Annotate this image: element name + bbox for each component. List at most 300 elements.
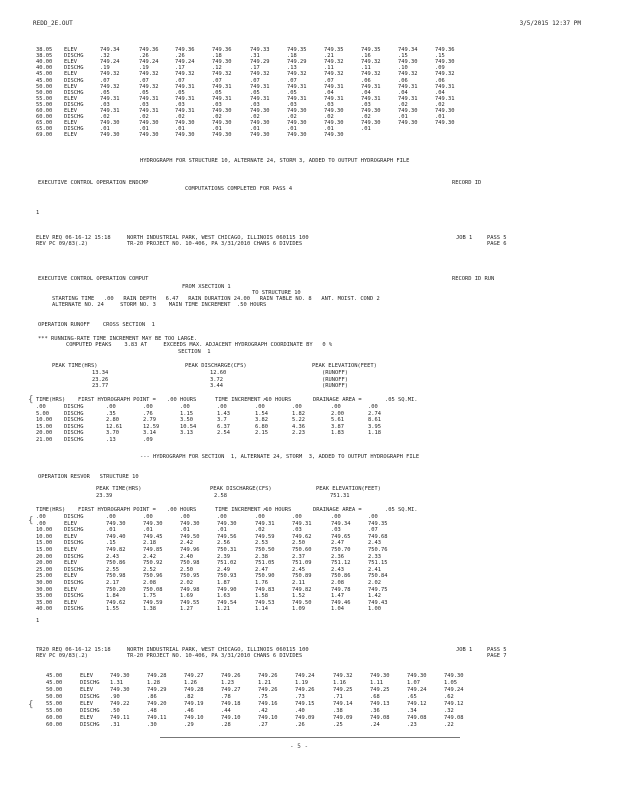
table1-cell: .01 <box>100 126 110 133</box>
table3-cell: 749.98 <box>180 586 200 593</box>
table1-cell: 749.24 <box>139 59 159 66</box>
table1-cell: .04 <box>324 89 334 96</box>
table1-cell: 749.32 <box>361 59 381 66</box>
table1-cell: .05 <box>175 89 185 96</box>
table2-cell: .00 <box>368 404 378 410</box>
table1-cell: .16 <box>361 53 371 60</box>
table4-cell: 55.00 <box>46 701 63 707</box>
table3-header: FIRST HYDROGRAPH POINT = <box>78 507 156 513</box>
table3-cell: 2.55 <box>106 566 119 573</box>
table1-cell: 749.30 <box>398 59 418 66</box>
table2-cell: DISCHG <box>64 410 84 417</box>
table3-cell: 750.31 <box>217 547 237 553</box>
table1-cell: 749.32 <box>398 71 418 78</box>
table1-cell: .07 <box>212 77 222 84</box>
table1-cell: 45.00 <box>36 71 53 78</box>
table2-cell: 3.82 <box>255 417 268 424</box>
table3-cell: 1.21 <box>217 606 230 613</box>
table3-cell: 749.53 <box>255 599 275 606</box>
runoff-peak-cell: (RUNOFF) <box>322 383 348 389</box>
table4-cell: 749.12 <box>407 701 427 707</box>
hydrograph-note-1: HYDROGRAPH FOR STRUCTURE 10, ALTERNATE 24, STORM 3, ADDED TO OUTPUT HYDROGRAPH FILE <box>140 158 410 164</box>
table3-cell: 10.00 <box>36 527 53 534</box>
table1-cell: 749.32 <box>100 83 120 90</box>
table2-cell: 20.00 <box>36 430 53 437</box>
table3-cell: DISCHG <box>64 540 84 547</box>
table1-cell: 749.30 <box>361 120 381 127</box>
table2-cell: 6.80 <box>255 423 268 430</box>
table4-cell: 60.00 <box>46 722 63 728</box>
table1-cell: ELEV <box>64 108 77 114</box>
table2-cell: 1.43 <box>217 410 230 417</box>
table3-cell: 2.18 <box>143 540 156 547</box>
table1-cell: 38.05 <box>36 47 53 53</box>
reservoir-peak-cell: 23.39 <box>96 493 113 499</box>
table3-cell: 2.08 <box>143 580 156 586</box>
table4-cell: .78 <box>221 694 231 700</box>
table4-cell: .30 <box>147 722 157 728</box>
table3-cell: 749.30 <box>106 520 126 527</box>
table3-cell: 749.34 <box>331 520 351 527</box>
table2-cell: 15.00 <box>36 423 53 430</box>
table1-cell: 749.31 <box>175 108 195 114</box>
table1-cell: 749.31 <box>250 83 270 90</box>
table1-cell: DISCHG <box>64 53 84 60</box>
table1-cell: 749.31 <box>212 83 232 90</box>
table1-cell: .18 <box>287 53 297 60</box>
table2-cell: 2.74 <box>368 410 381 417</box>
table1-cell: .02 <box>212 114 222 121</box>
table4-cell: 749.32 <box>333 673 353 679</box>
table1-cell: .19 <box>100 65 110 72</box>
table1-cell: .12 <box>212 65 222 72</box>
table1-cell: .01 <box>398 114 408 121</box>
starting-time-line: STARTING TIME .00 RAIN DEPTH 6.47 RAIN DURATION 24.00 RAIN TABLE NO. 8 ANT. MOIST. COND 2 <box>52 296 380 302</box>
table4-cell: 45.00 <box>46 673 63 679</box>
table3-header: DRAINAGE AREA = <box>313 507 362 513</box>
table3-cell: 749.68 <box>368 533 388 540</box>
table3-cell: 749.55 <box>180 599 200 606</box>
table3-cell: 750.98 <box>106 573 126 580</box>
table4-cell: 749.30 <box>444 673 464 679</box>
table1-cell: 749.30 <box>324 132 344 139</box>
table3-cell: 749.31 <box>255 520 275 527</box>
table1-cell: 749.30 <box>250 120 270 127</box>
job-number-1: JOB 1 <box>456 235 473 241</box>
table4-cell: 45.00 <box>46 680 63 686</box>
table4-cell: 749.30 <box>110 673 130 679</box>
table3-cell: 1.47 <box>331 593 344 600</box>
table1-cell: 749.31 <box>324 83 344 90</box>
table3-cell: 750.95 <box>180 573 200 580</box>
table3-cell: 749.30 <box>180 520 200 527</box>
table4-cell: .75 <box>258 694 268 700</box>
table4-cell: 1.28 <box>147 680 160 686</box>
margin-bracket-1: { <box>28 395 34 405</box>
table1-cell: 749.31 <box>212 95 232 102</box>
table3-cell: 10.00 <box>36 533 53 540</box>
table3-header: .10 HOURS <box>262 507 292 513</box>
table2-cell: 10.54 <box>180 423 197 430</box>
table3-cell: 1.42 <box>368 593 381 600</box>
table1-cell: .02 <box>100 114 110 121</box>
table3-cell: 2.49 <box>217 566 230 573</box>
table4-cell: 749.24 <box>407 687 427 693</box>
table3-cell: 1.14 <box>255 606 268 613</box>
table3-cell: 749.50 <box>292 599 312 606</box>
table3-cell: .00 <box>143 514 153 520</box>
table3-cell: 2.45 <box>292 566 305 573</box>
table2-cell: .00 <box>255 404 265 410</box>
table1-cell: ELEV <box>64 132 77 139</box>
table2-cell: 5.00 <box>36 410 49 417</box>
table1-cell: 749.31 <box>139 108 159 114</box>
table4-cell: .46 <box>184 708 194 714</box>
table3-cell: 1.55 <box>106 606 119 613</box>
table3-cell: 2.36 <box>331 553 344 560</box>
table3-cell: ELEV <box>64 520 77 527</box>
table4-cell: 50.00 <box>46 687 63 693</box>
table3-cell: 750.96 <box>143 573 163 580</box>
table1-cell: 749.24 <box>175 59 195 66</box>
table3-cell: 749.46 <box>331 599 351 606</box>
table4-cell: .22 <box>444 722 454 728</box>
table3-cell: 750.84 <box>368 573 388 580</box>
table1-cell: .05 <box>100 89 110 96</box>
table2-cell: .00 <box>143 404 153 410</box>
table1-cell: .01 <box>361 126 371 133</box>
table4-cell: 749.11 <box>147 715 167 721</box>
table3-cell: DISCHG <box>64 553 84 560</box>
table4-cell: 749.24 <box>444 687 464 693</box>
table4-cell: 749.16 <box>258 701 278 707</box>
table4-cell: 749.09 <box>295 715 315 721</box>
table3-header: TIME INCREMENT = <box>215 507 267 513</box>
table4-cell: 749.28 <box>184 687 204 693</box>
table3-cell: 750.60 <box>292 547 312 553</box>
table3-cell: DISCHG <box>64 514 84 520</box>
table1-cell: 749.32 <box>287 71 307 78</box>
table4-cell: .25 <box>333 722 343 728</box>
table1-cell: 749.31 <box>398 83 418 90</box>
table3-cell: 1.69 <box>180 593 193 600</box>
table4-cell: 749.26 <box>258 673 278 679</box>
table1-cell: 50.00 <box>36 89 53 96</box>
table4-cell: .62 <box>444 694 454 700</box>
table1-cell: 55.00 <box>36 101 53 108</box>
table1-cell: 749.31 <box>175 95 195 102</box>
table2-cell: .00 <box>36 404 46 410</box>
table4-cell: 749.30 <box>407 673 427 679</box>
table4-cell: 1.11 <box>370 680 383 686</box>
table1-cell: 749.30 <box>250 108 270 114</box>
table1-cell: 749.30 <box>212 120 232 127</box>
table2-cell: 1.18 <box>368 430 381 437</box>
table1-cell: .07 <box>139 77 149 84</box>
table3-cell: ELEV <box>64 533 77 540</box>
table3-cell: DISCHG <box>64 580 84 586</box>
reservoir-title: OPERATION RESVOR STRUCTURE 10 <box>38 474 139 480</box>
computations-completed-line: COMPUTATIONS COMPLETED FOR PASS 4 <box>185 186 293 192</box>
table3-cell: 30.00 <box>36 580 53 586</box>
table3-cell: .00 <box>255 514 265 520</box>
table1-cell: 60.00 <box>36 108 53 114</box>
table1-cell: 749.36 <box>435 47 455 53</box>
table4-cell: .50 <box>110 708 120 714</box>
table1-cell: 749.31 <box>324 95 344 102</box>
table1-cell: .05 <box>212 89 222 96</box>
table4-cell: 749.26 <box>221 673 241 679</box>
table3-cell: 1.52 <box>292 593 305 600</box>
table1-cell: 40.00 <box>36 65 53 72</box>
table1-cell: 749.30 <box>435 108 455 114</box>
table3-cell: 749.82 <box>292 586 312 593</box>
table3-cell: 2.56 <box>217 540 230 547</box>
table2-header: .10 HOURS <box>262 397 292 403</box>
table4-cell: .29 <box>184 722 194 728</box>
table1-cell: .04 <box>361 89 371 96</box>
table4-cell: .86 <box>147 694 157 700</box>
table3-cell: 750.98 <box>180 560 200 567</box>
table1-cell: 749.30 <box>100 120 120 127</box>
exec-control-title-1: EXECUTIVE CONTROL OPERATION ENDCMP <box>38 180 149 186</box>
table3-cell: 749.40 <box>106 533 126 540</box>
table2-cell: 4.36 <box>292 423 305 430</box>
table1-cell: ELEV <box>64 71 77 78</box>
table1-cell: 749.30 <box>100 132 120 139</box>
runoff-peak-cell: (RUNOFF) <box>322 370 348 376</box>
table1-cell: DISCHG <box>64 126 84 133</box>
runoff-peak-cell: (RUNOFF) <box>322 376 348 383</box>
table4-cell: 749.27 <box>184 673 204 679</box>
table1-cell: 749.30 <box>287 120 307 127</box>
table1-cell: 45.00 <box>36 77 53 84</box>
table4-cell: 749.24 <box>295 673 315 679</box>
table1-cell: .07 <box>175 77 185 84</box>
pass-number-2: PASS 5 <box>487 647 507 653</box>
record-id-2: RECORD ID RUN <box>452 276 495 282</box>
job-header-1-line1: ELEV REQ 06-16-12 15:18 NORTH INDUSTRIAL PARK, WEST CHICAGO, ILLINOIS 060115 100 <box>36 235 309 241</box>
table1-cell: 65.00 <box>36 126 53 133</box>
table3-cell: 2.50 <box>180 566 193 573</box>
table1-cell: 749.30 <box>139 132 159 139</box>
from-line: FROM XSECTION 1 <box>182 284 231 290</box>
table1-cell: .15 <box>435 53 445 60</box>
table1-cell: 38.05 <box>36 53 53 60</box>
reservoir-col-header: PEAK TIME(HRS) <box>96 486 142 492</box>
table1-cell: 749.32 <box>139 83 159 90</box>
page-marker-2: 1 <box>36 618 40 624</box>
table4-cell: 749.20 <box>147 701 167 707</box>
runoff-col-header: PEAK ELEVATION(FEET) <box>312 363 377 369</box>
table1-cell: ELEV <box>64 95 77 102</box>
table3-cell: 2.02 <box>368 580 381 586</box>
table3-cell: 1.04 <box>331 606 344 613</box>
table4-cell: .42 <box>258 708 268 714</box>
table3-cell: 750.20 <box>106 586 126 593</box>
table4-cell: .44 <box>221 708 231 714</box>
table2-cell: 5.22 <box>292 417 305 424</box>
table4-cell: 1.16 <box>333 680 346 686</box>
table3-cell: .15 <box>106 540 116 547</box>
table3-cell: 749.43 <box>368 599 388 606</box>
reservoir-peak-cell: 2.58 <box>214 493 227 499</box>
table3-cell: 2.02 <box>180 580 193 586</box>
table3-cell: 2.41 <box>368 566 381 573</box>
table1-cell: 749.34 <box>398 47 418 53</box>
table1-cell: .17 <box>175 65 185 72</box>
table3-cell: .00 <box>180 514 190 520</box>
table3-cell: .00 <box>331 514 341 520</box>
record-id-1: RECORD ID <box>452 180 482 186</box>
table2-cell: 2.15 <box>255 430 268 437</box>
table3-cell: 20.00 <box>36 553 53 560</box>
table2-cell: 12.59 <box>143 423 160 430</box>
table1-cell: .07 <box>100 77 110 84</box>
table3-cell: 749.59 <box>143 599 163 606</box>
table3-cell: .03 <box>292 527 302 534</box>
table2-cell: 3.50 <box>180 417 193 424</box>
table1-cell: 749.33 <box>250 47 270 53</box>
job-header-2-line2: REV PC 09/83(.2) TR-20 PROJECT NO. 10-406, PA 3/31/2010 CHANS 6 DIVIDES <box>36 653 303 659</box>
table3-cell: .00 <box>36 520 46 527</box>
print-timestamp: 3/5/2015 12:37 PM <box>519 20 581 27</box>
table1-cell: .17 <box>250 65 260 72</box>
table3-cell: ELEV <box>64 599 77 606</box>
job-header-1-line2: REV PC 09/83(.2) TR-20 PROJECT NO. 10-406, PA 3/31/2010 CHANS 6 DIVIDES <box>36 241 303 247</box>
table3-cell: .03 <box>331 527 341 534</box>
table4-cell: .48 <box>147 708 157 714</box>
table1-cell: 749.35 <box>361 47 381 53</box>
table1-cell: ELEV <box>64 59 77 66</box>
table2-cell: 21.00 <box>36 437 53 443</box>
table1-cell: 55.00 <box>36 95 53 102</box>
table1-cell: 69.00 <box>36 132 53 139</box>
table2-cell: 2.00 <box>331 410 344 417</box>
table3-cell: 751.09 <box>292 560 312 567</box>
table1-cell: 749.31 <box>398 95 418 102</box>
table1-cell: 749.31 <box>361 83 381 90</box>
table3-cell: .00 <box>217 514 227 520</box>
table2-cell: .00 <box>106 404 116 410</box>
table1-cell: .01 <box>175 126 185 133</box>
table3-cell: ELEV <box>64 547 77 553</box>
runoff-title: OPERATION RUNOFF CROSS SECTION 1 <box>38 322 155 328</box>
table2-cell: 3.7 <box>217 417 227 424</box>
table1-cell: ELEV <box>64 47 77 53</box>
table1-cell: 749.32 <box>324 59 344 66</box>
table1-cell: .15 <box>398 53 408 60</box>
table3-cell: 749.54 <box>217 599 237 606</box>
table2-cell: 6.37 <box>217 423 230 430</box>
table4-cell: 50.00 <box>46 694 63 700</box>
table3-cell: .01 <box>143 527 153 534</box>
table1-cell: 749.30 <box>398 108 418 114</box>
table1-cell: .26 <box>139 53 149 60</box>
runoff-peak-cell: 13.34 <box>92 370 109 376</box>
table4-cell: 749.30 <box>370 673 390 679</box>
table1-cell: .11 <box>324 65 334 72</box>
table2-cell: DISCHG <box>64 430 84 437</box>
reservoir-col-header: PEAK DISCHARGE(CFS) <box>210 486 272 492</box>
table1-cell: 749.32 <box>175 71 195 78</box>
to-line: TO STRUCTURE 10 <box>252 290 301 296</box>
table1-cell: 749.30 <box>435 59 455 66</box>
table3-cell: DISCHG <box>64 593 84 600</box>
table1-cell: DISCHG <box>64 114 84 121</box>
table2-cell: 3.95 <box>368 423 381 430</box>
table3-cell: 750.76 <box>368 547 388 553</box>
table3-cell: 750.70 <box>331 547 351 553</box>
table1-cell: .10 <box>398 65 408 72</box>
table1-cell: .26 <box>175 53 185 60</box>
table3-cell: 751.02 <box>217 560 237 567</box>
table1-cell: .32 <box>100 53 110 60</box>
table4-cell: .38 <box>333 708 343 714</box>
table1-cell: 40.00 <box>36 59 53 66</box>
table1-cell: .03 <box>287 101 297 108</box>
table1-cell: 749.31 <box>100 108 120 114</box>
table1-cell: 749.31 <box>435 95 455 102</box>
table4-cell: .24 <box>370 722 380 728</box>
table3-cell: 2.50 <box>292 540 305 547</box>
table2-cell: 1.15 <box>180 410 193 417</box>
table3-cell: .00 <box>368 514 378 520</box>
table3-cell: 750.92 <box>143 560 163 567</box>
table1-cell: .02 <box>398 101 408 108</box>
table1-cell: .07 <box>287 77 297 84</box>
table1-cell: 50.00 <box>36 83 53 90</box>
table2-cell: 3.14 <box>143 430 156 437</box>
table4-cell: DISCHG <box>80 680 100 686</box>
reservoir-peak-cell: 751.31 <box>330 493 350 499</box>
table4-cell: 749.26 <box>258 687 278 693</box>
runoff-peak-cell: 12.60 <box>210 370 227 376</box>
table3-cell: 2.43 <box>331 566 344 573</box>
table1-cell: .05 <box>287 89 297 96</box>
table1-cell: .02 <box>139 114 149 121</box>
table3-cell: 749.62 <box>106 599 126 606</box>
table2-cell: DISCHG <box>64 423 84 430</box>
table3-cell: 2.33 <box>368 553 381 560</box>
alternate-line: ALTERNATE NO. 24 STORM NO. 3 MAIN TIME INCREMENT .50 HOURS <box>52 302 267 308</box>
table2-cell: .13 <box>106 437 116 443</box>
runoff-warning: *** RUNNING-RATE TIME INCREMENT MAY BE TOO LARGE. <box>38 336 198 342</box>
table4-cell: 1.26 <box>184 680 197 686</box>
table1-cell: 749.35 <box>324 47 344 53</box>
table1-cell: .02 <box>324 114 334 121</box>
table2-cell: .00 <box>292 404 302 410</box>
table4-cell: 749.26 <box>295 687 315 693</box>
table1-cell: ELEV <box>64 83 77 90</box>
table3-cell: 749.85 <box>143 547 163 553</box>
table4-cell: 749.15 <box>295 701 315 707</box>
table1-cell: 749.30 <box>361 108 381 114</box>
table1-cell: 749.32 <box>435 71 455 78</box>
table2-cell: 2.23 <box>292 430 305 437</box>
hydrograph-note-2: --- HYDROGRAPH FOR SECTION 1, ALTERNATE 24, STORM 3, ADDED TO OUTPUT HYDROGRAPH FILE <box>140 454 420 460</box>
runoff-peak-cell: 23.77 <box>92 383 109 389</box>
table3-cell: DISCHG <box>64 566 84 573</box>
table1-cell: ELEV <box>64 120 77 127</box>
table2-cell: .00 <box>331 404 341 410</box>
table3-cell: 749.96 <box>180 547 200 553</box>
table3-cell: 1.75 <box>143 593 156 600</box>
table4-cell: 1.23 <box>221 680 234 686</box>
runoff-peak-cell: 3.44 <box>210 383 223 389</box>
table3-cell: 749.50 <box>180 533 200 540</box>
table1-cell: 749.30 <box>324 120 344 127</box>
